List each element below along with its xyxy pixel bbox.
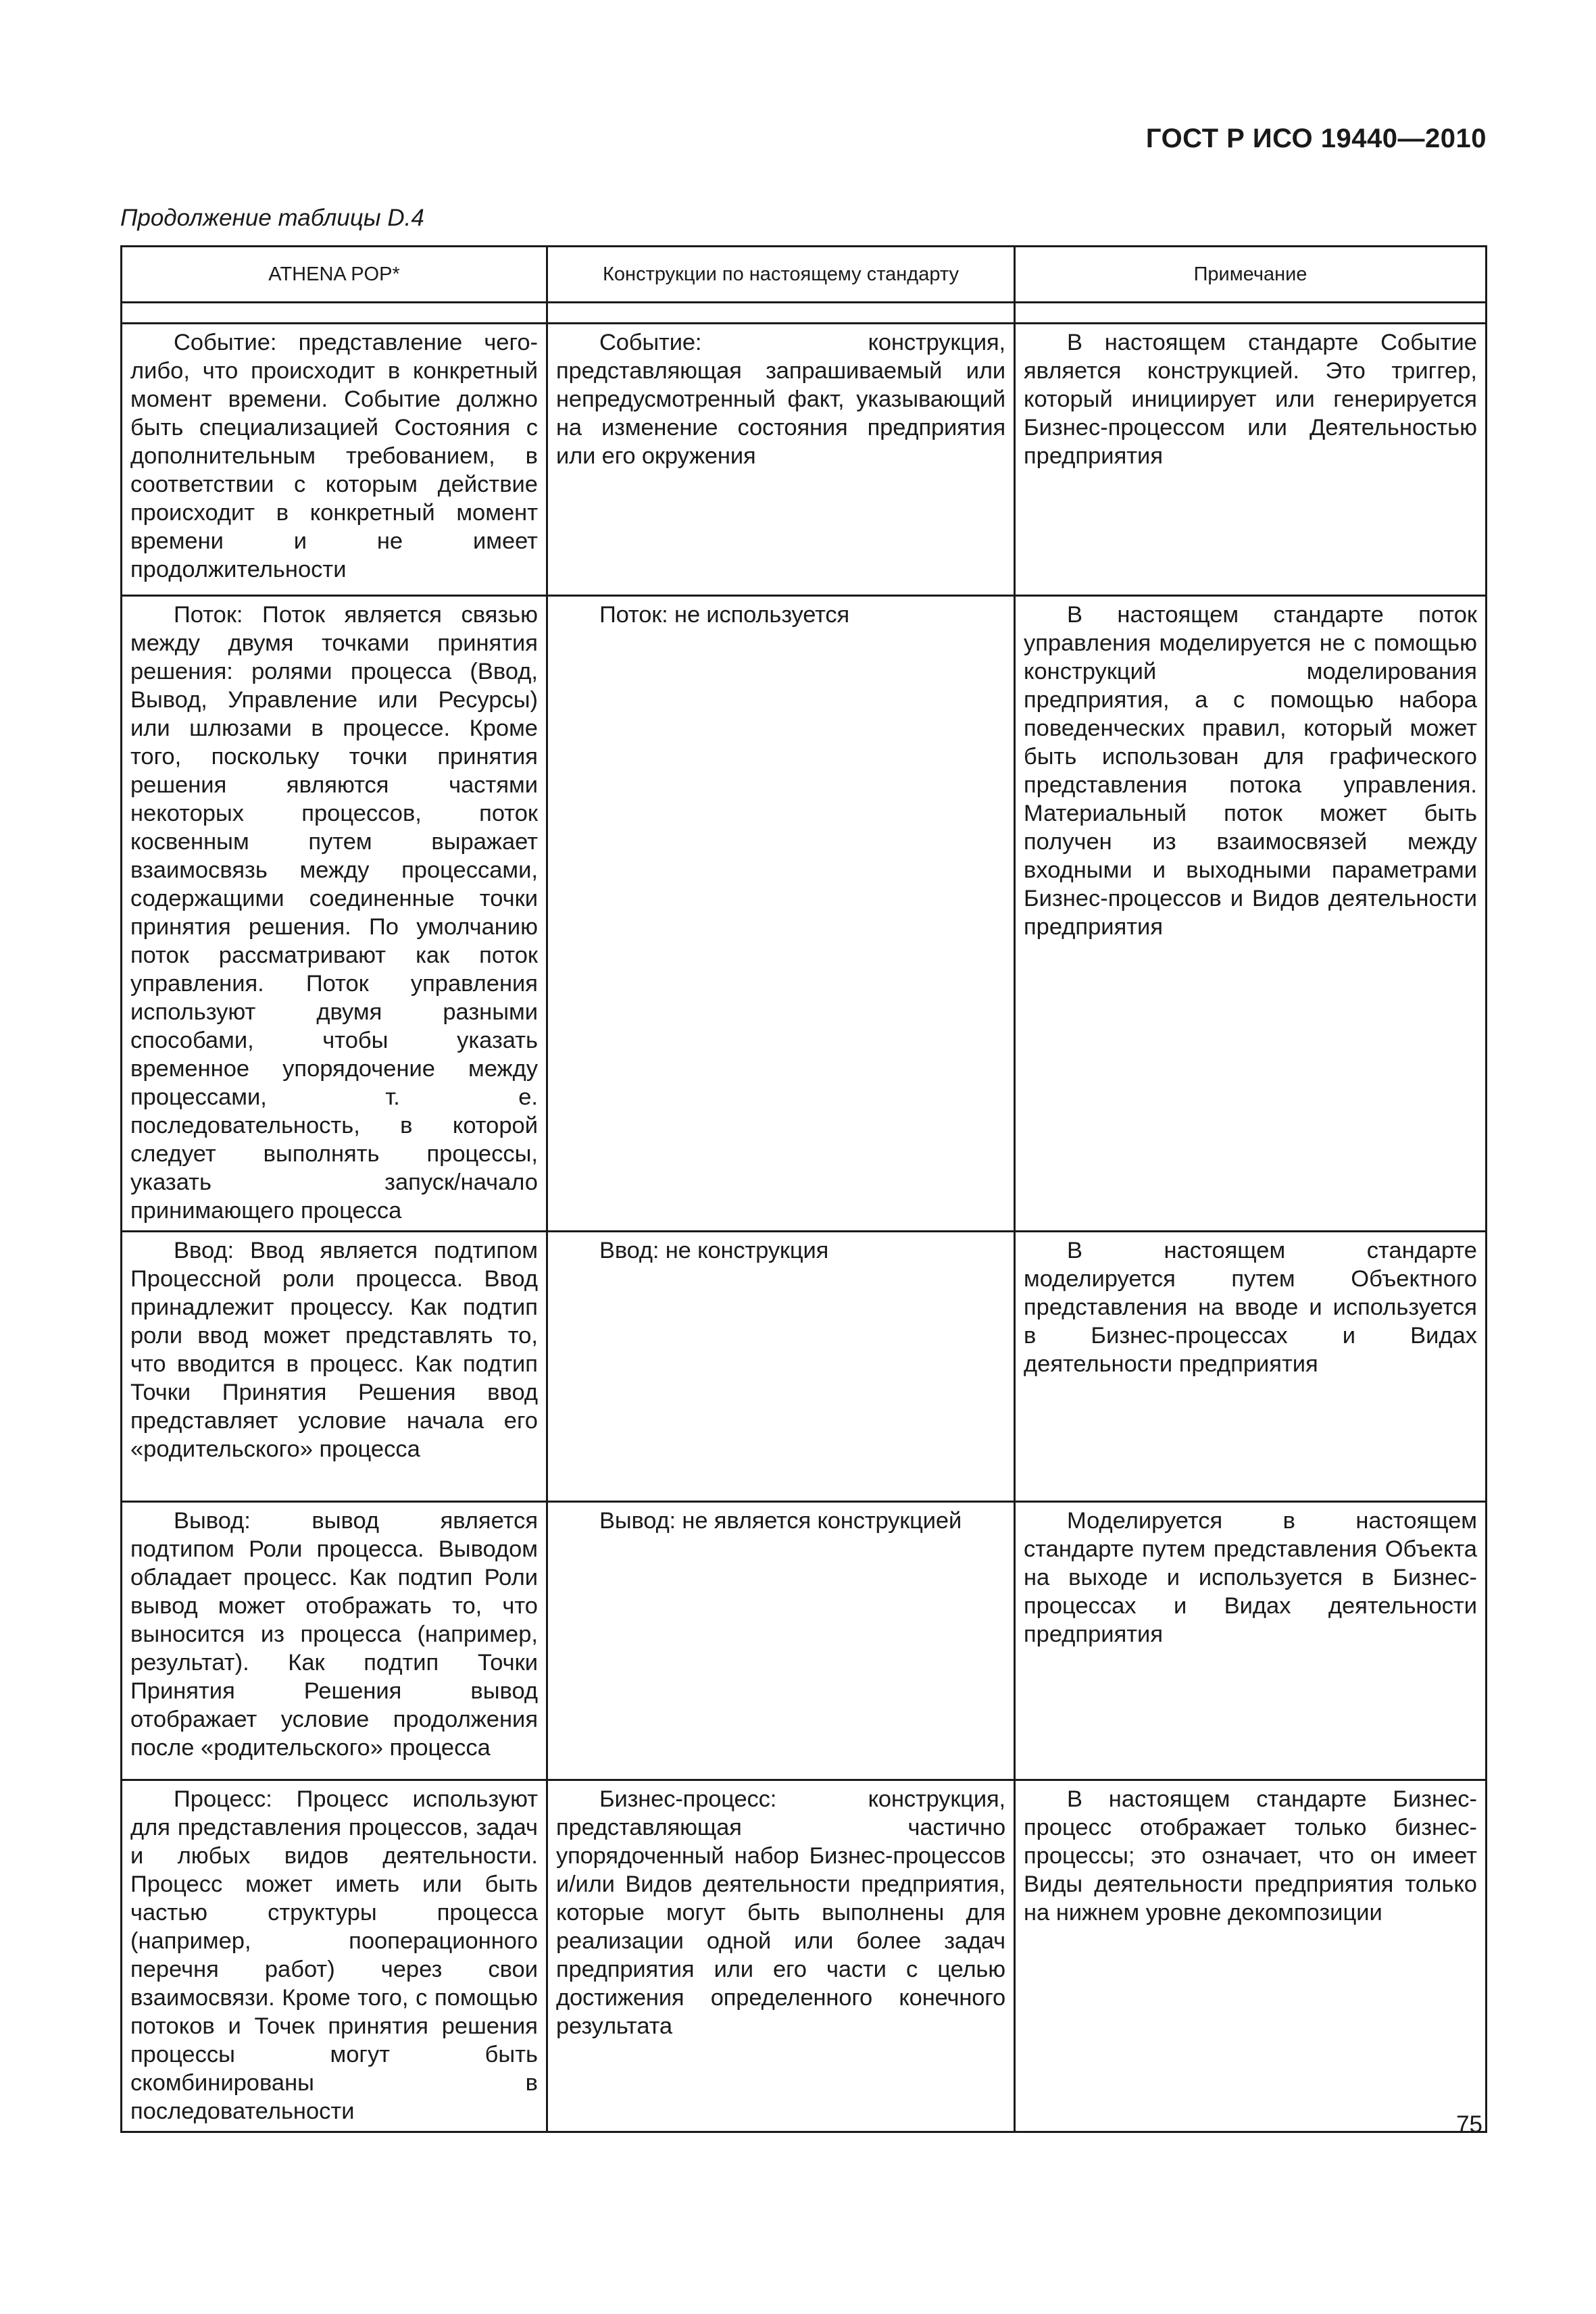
cell-construct: Ввод: не конструкция <box>547 1232 1015 1502</box>
cell-athena: Процесс: Процесс используют для представления процессов, задач и любых видов деятельности. Процесс может иметь или быть частью структуры процесса (например, пооперационного перечня работ) через свои взаимосвязи. Кроме того, с помощью потоков и Точек принятия решения процессы могут быть скомбинированы в последовательности <box>122 1780 547 2132</box>
cell-note: В настоящем стандарте моделируется путем Объектного представления на вводе и используется в Бизнес-процессах и Видах деятельности предприятия <box>1015 1232 1487 1502</box>
cell-note: В настоящем стандарте Бизнес-процесс отображает только бизнес-процессы; это означает, что он имеет Виды деятельности предприятия только на нижнем уровне декомпозиции <box>1015 1780 1487 2132</box>
cell-note: Моделируется в настоящем стандарте путем представления Объекта на выходе и используется в Бизнес-процессах и Видах деятельности предприятия <box>1015 1502 1487 1780</box>
page-number: 75 <box>1456 2111 1482 2138</box>
cell-construct: Событие: конструкция, представляющая запрашиваемый или непредусмотренный факт, указывающий на изменение состояния предприятия или его окружения <box>547 324 1015 596</box>
cell-athena: Вывод: вывод является подтипом Роли процесса. Выводом обладает процесс. Как подтип Роли вывод может отображать то, что выносится из процесса (например, результат). Как подтип Точки Принятия Решения вывод отображает условие продолжения после «родительского» процесса <box>122 1502 547 1780</box>
column-header-note: Примечание <box>1015 247 1487 303</box>
cell-note: В настоящем стандарте Событие является конструкцией. Это триггер, который инициирует или генерируется Бизнес-процессом или Деятельностью предприятия <box>1015 324 1487 596</box>
table-row <box>122 324 1487 596</box>
comparison-table <box>120 245 1487 2133</box>
cell-construct: Вывод: не является конструкцией <box>547 1502 1015 1780</box>
column-header-athena: ATHENA POP* <box>122 247 547 303</box>
header-gap-row <box>122 303 1487 324</box>
table-row <box>122 596 1487 1232</box>
cell-athena: Событие: представление чего-либо, что происходит в конкретный момент времени. Событие должно быть специализацией Состояния с дополнительным требованием, в соответствии с которым действие происходит в конкретный момент времени и не имеет продолжительности <box>122 324 547 596</box>
cell-construct: Поток: не используется <box>547 596 1015 1232</box>
column-header-constructs: Конструкции по настоящему стандарту <box>547 247 1015 303</box>
table-row <box>122 1780 1487 2132</box>
table-row <box>122 1502 1487 1780</box>
table-caption: Продолжение таблицы D.4 <box>120 205 424 231</box>
cell-note: В настоящем стандарте поток управления моделируется не с помощью конструкций моделирования предприятия, а с помощью набора поведенческих правил, который может быть использован для графического представления потока управления. Материальный поток может быть получен из взаимосвязей между входными и выходными параметрами Бизнес-процессов и Видов деятельности предприятия <box>1015 596 1487 1232</box>
cell-athena: Поток: Поток является связью между двумя точками принятия решения: ролями процесса (Ввод, Вывод, Управление или Ресурсы) или шлюзами в процессе. Кроме того, поскольку точки принятия решения являются частями некоторых процессов, поток косвенным путем выражает взаимосвязь между процессами, содержащими соединенные точки принятия решения. По умолчанию поток рассматривают как поток управления. Поток управления используют двумя разными способами, чтобы указать временное упорядочение между процессами, т. е. последовательность, в которой следует выполнять процессы, указать запуск/начало принимающего процесса <box>122 596 547 1232</box>
table-row <box>122 1232 1487 1502</box>
table-header-row <box>122 247 1487 303</box>
cell-construct: Бизнес-процесс: конструкция, представляющая частично упорядоченный набор Бизнес-процессов и/или Видов деятельности предприятия, которые могут быть выполнены для реализации одной или более задач предприятия или его части с целью достижения определенного конечного результата <box>547 1780 1015 2132</box>
cell-athena: Ввод: Ввод является подтипом Процессной роли процесса. Ввод принадлежит процессу. Как подтип роли ввод может представлять то, что вводится в процесс. Как подтип Точки Принятия Решения ввод представляет условие начала его «родительского» процесса <box>122 1232 547 1502</box>
document-id: ГОСТ Р ИСО 19440—2010 <box>1145 124 1487 153</box>
